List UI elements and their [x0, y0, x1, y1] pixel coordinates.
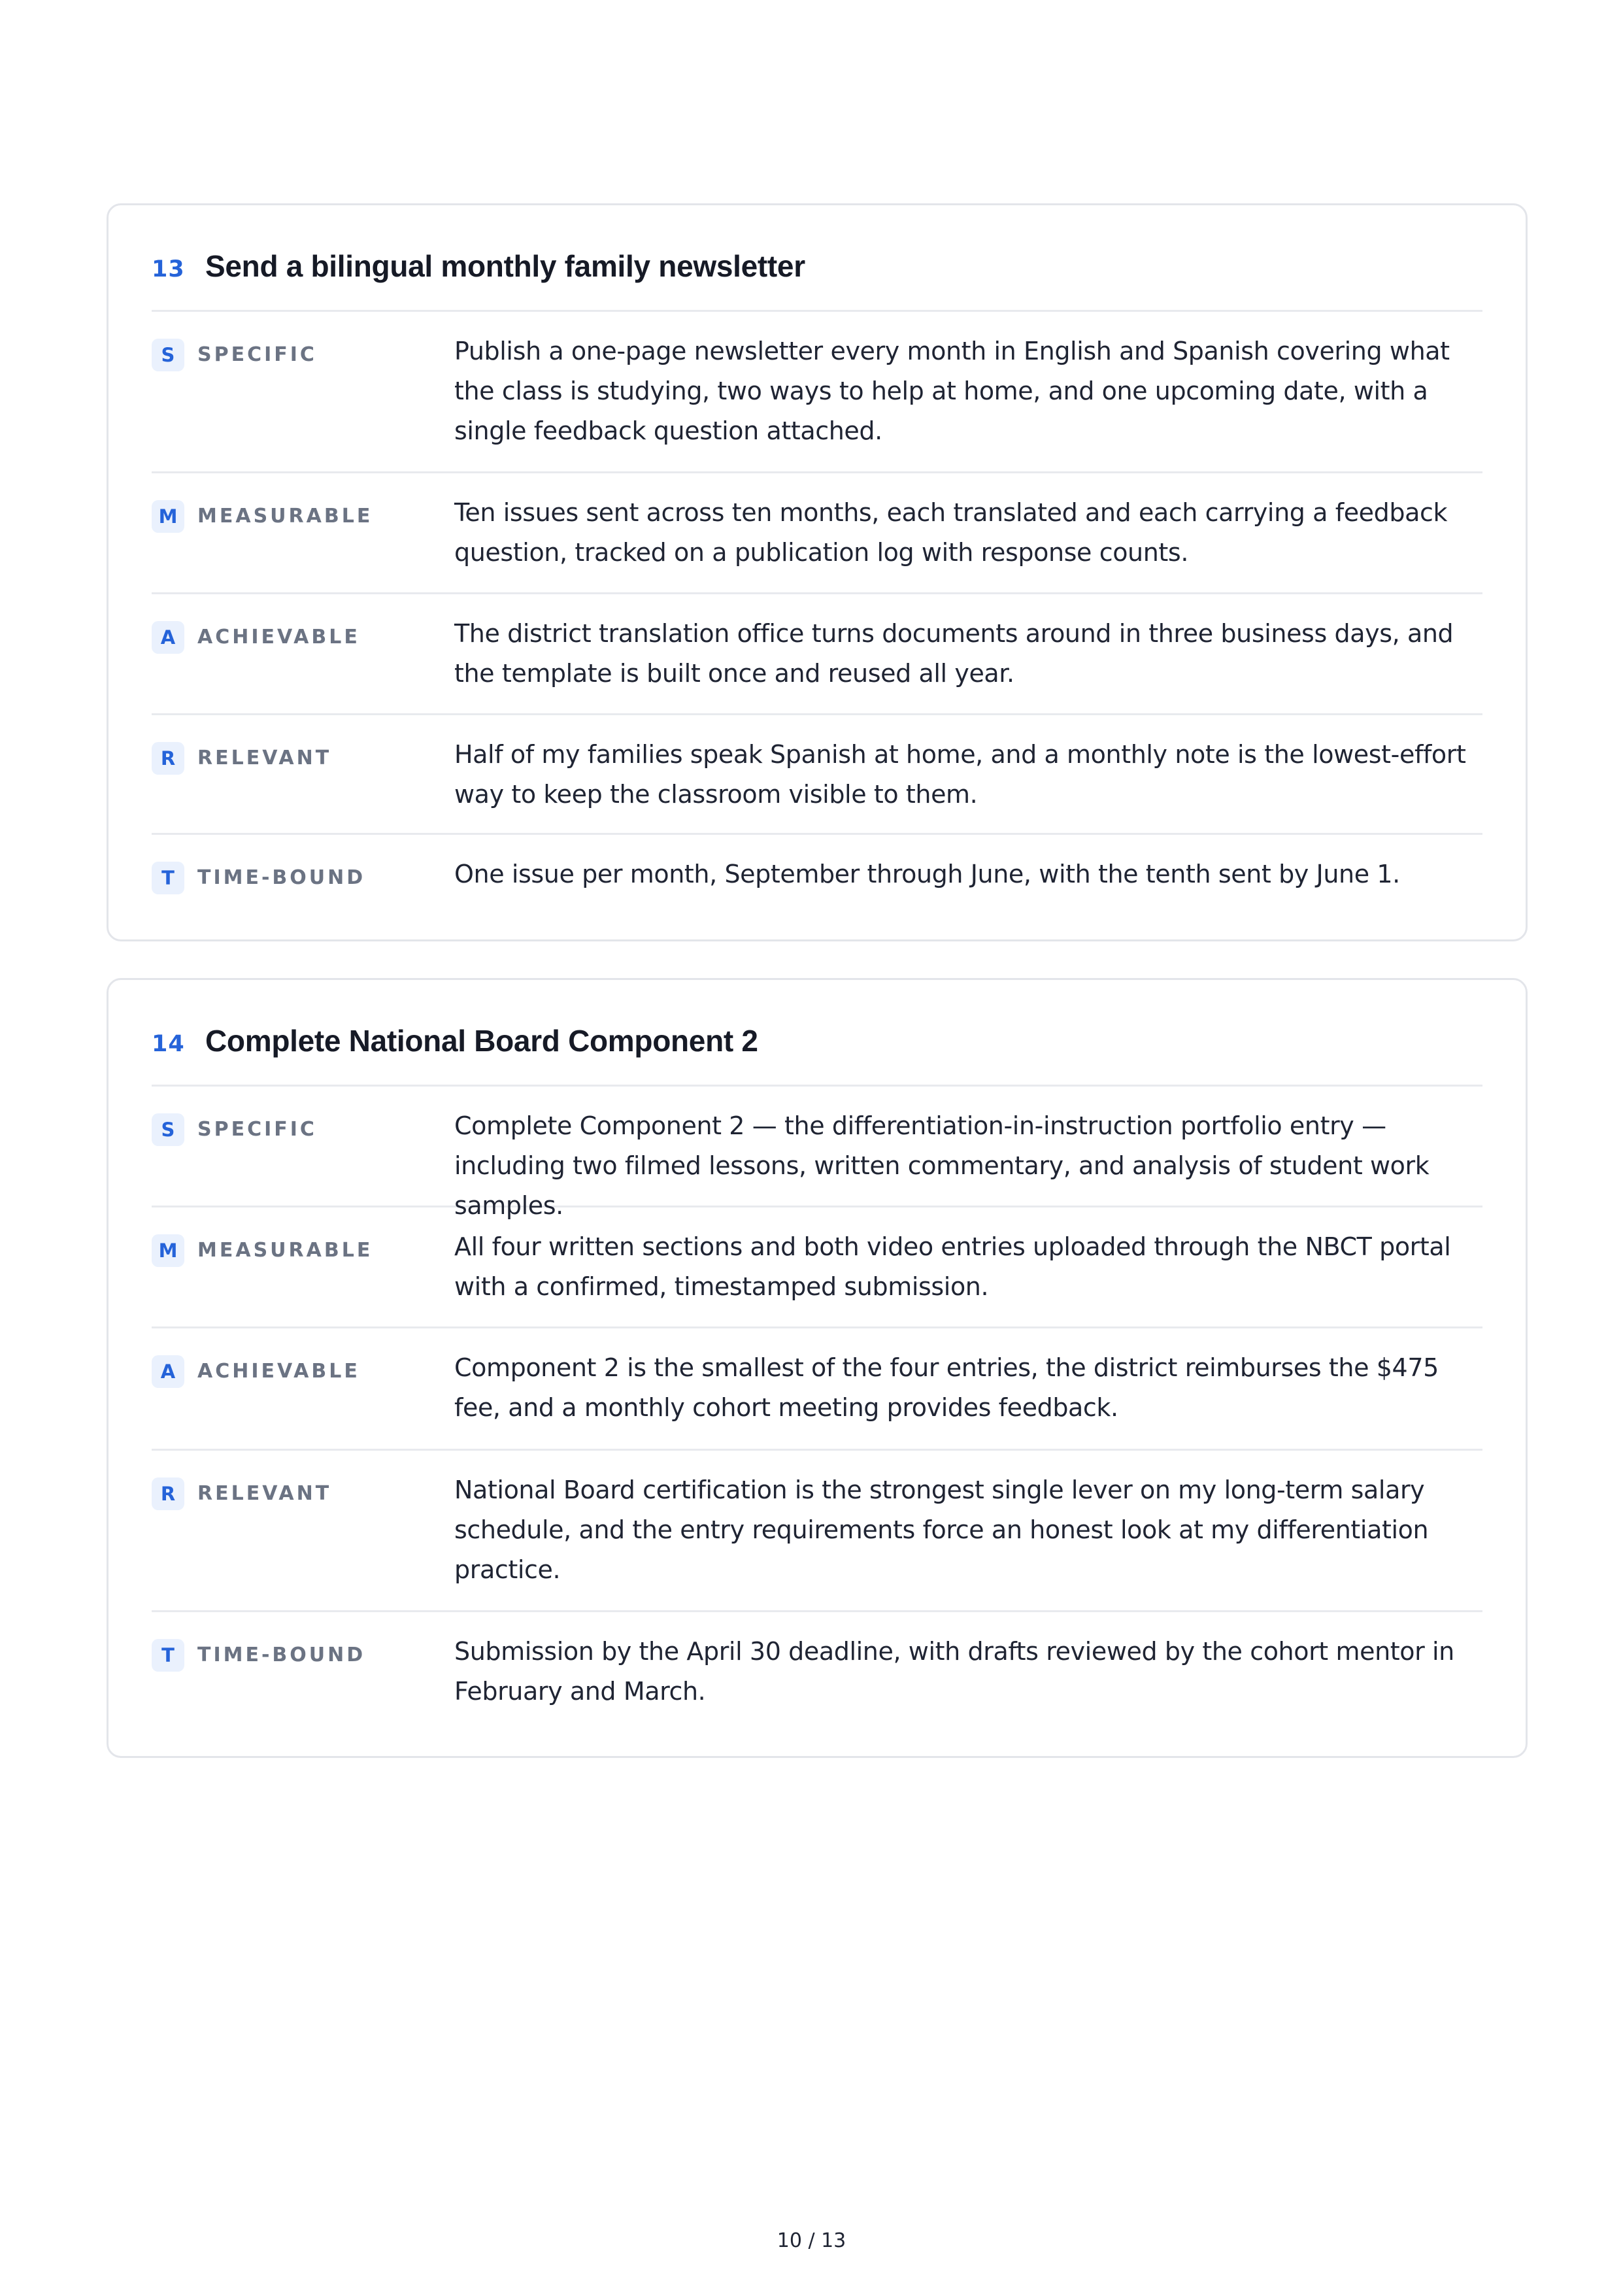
row-text: The district translation office turns documents around in three business days, and the template is built once and reused all year.: [454, 619, 1454, 688]
row-label: MEASURABLE: [197, 505, 373, 528]
goal-header: [152, 205, 1482, 312]
goal-header: [152, 980, 1482, 1087]
row-label: SPECIFIC: [197, 1118, 317, 1141]
row-text: All four written sections and both video entries uploaded through the NBCT portal with a confirmed, timestamped submission.: [454, 1232, 1451, 1301]
smart-row-relevant: [152, 1451, 1482, 1612]
smart-row-measurable: [152, 473, 1482, 594]
row-text: National Board certification is the strongest single lever on my long-term salary schedule, and the entry requirements force an honest look at my differentiation practice.: [454, 1476, 1429, 1584]
row-label: RELEVANT: [197, 1482, 332, 1505]
row-key: [152, 473, 454, 592]
letter-badge: A: [152, 1355, 184, 1388]
smart-row-achievable: [152, 594, 1482, 715]
letter-badge: M: [152, 1234, 184, 1267]
row-text: Component 2 is the smallest of the four entries, the district reimburses the $475 fee, and a monthly cohort meeting provides feedback.: [454, 1353, 1439, 1422]
row-label: ACHIEVABLE: [197, 1360, 360, 1383]
letter-badge: A: [152, 621, 184, 654]
row-key: [152, 835, 454, 933]
letter-badge: S: [152, 339, 184, 371]
row-key: [152, 1207, 454, 1326]
goal-number: 14: [152, 1031, 185, 1057]
row-text: Publish a one-page newsletter every month in English and Spanish covering what the class is studying, two ways to help at home, and one upcoming date, with a single feedback question attached.: [454, 337, 1450, 445]
goal-title: Send a bilingual monthly family newsletter: [205, 249, 805, 283]
page-number: 10 / 13: [777, 2229, 846, 2252]
smart-row-specific: [152, 312, 1482, 473]
row-label: ACHIEVABLE: [197, 626, 360, 649]
row-key: [152, 715, 454, 833]
row-text: Ten issues sent across ten months, each translated and each carrying a feedback question, tracked on a publication log with response counts.: [454, 498, 1448, 567]
row-label: TIME-BOUND: [197, 1644, 366, 1666]
row-key: [152, 312, 454, 471]
row-label: TIME-BOUND: [197, 866, 366, 889]
row-key: [152, 1328, 454, 1449]
row-key: [152, 1087, 454, 1206]
row-label: MEASURABLE: [197, 1239, 373, 1262]
letter-badge: T: [152, 1639, 184, 1672]
row-key: [152, 1451, 454, 1610]
smart-row-relevant: [152, 715, 1482, 835]
smart-row-specific: [152, 1087, 1482, 1220]
row-text: Complete Component 2 — the differentiation-in-instruction portfolio entry — including two filmed lessons, written commentary, and analysis of student work samples.: [454, 1111, 1430, 1220]
row-text: Submission by the April 30 deadline, with drafts reviewed by the cohort mentor in February and March.: [454, 1637, 1454, 1706]
goal-number: 13: [152, 256, 185, 282]
row-label: RELEVANT: [197, 747, 332, 769]
letter-badge: R: [152, 742, 184, 775]
row-text: Half of my families speak Spanish at home, and a monthly note is the lowest-effort way to keep the classroom visible to them.: [454, 740, 1466, 809]
goal-card: [107, 203, 1528, 941]
smart-row-achievable: [152, 1328, 1482, 1451]
letter-badge: T: [152, 862, 184, 894]
smart-row-measurable: [152, 1207, 1482, 1328]
row-text: One issue per month, September through June, with the tenth sent by June 1.: [454, 860, 1400, 888]
smart-row-time-bound: [152, 1612, 1482, 1749]
goal-card: [107, 978, 1528, 1758]
letter-badge: R: [152, 1477, 184, 1510]
smart-row-time-bound: [152, 835, 1482, 933]
row-label: SPECIFIC: [197, 343, 317, 366]
row-key: [152, 594, 454, 713]
letter-badge: S: [152, 1113, 184, 1146]
goal-title: Complete National Board Component 2: [205, 1024, 758, 1058]
row-key: [152, 1612, 454, 1749]
letter-badge: M: [152, 500, 184, 533]
